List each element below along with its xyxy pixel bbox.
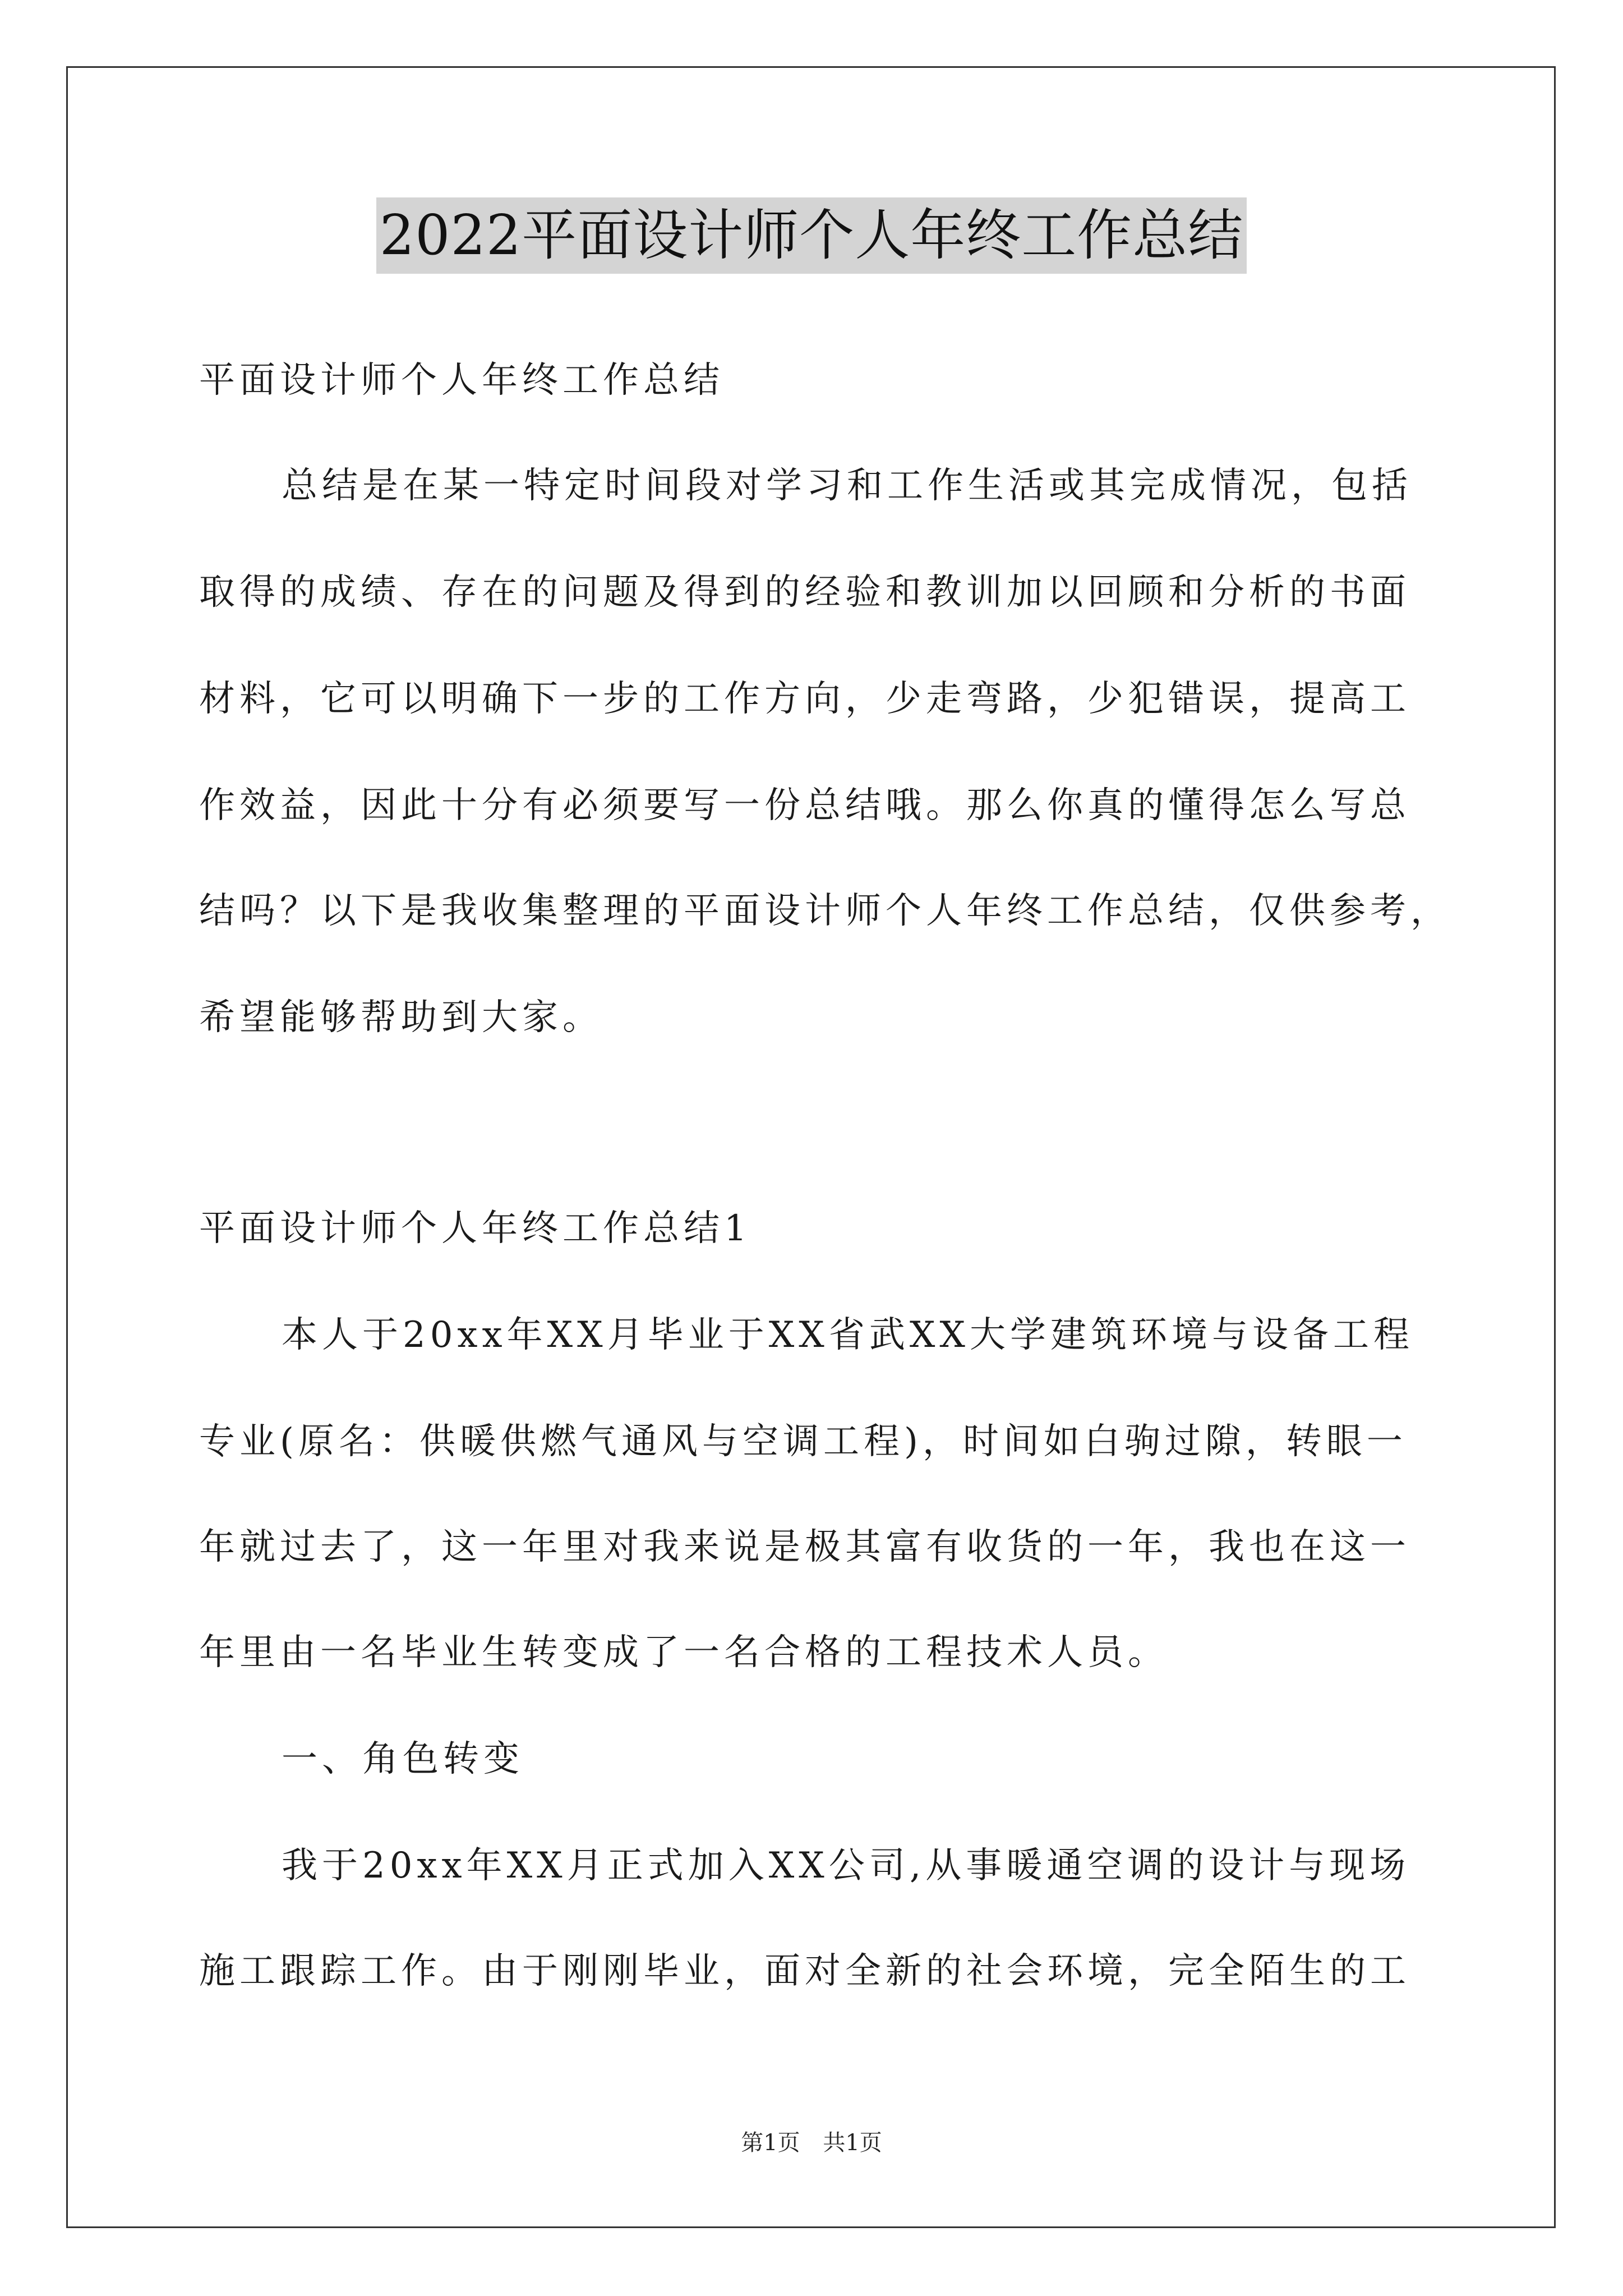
title-block [0, 197, 1623, 274]
page-total: 共1页 [823, 2130, 882, 2156]
body-line: 作效益，因此十分有必须要写一份总结哦。那么你真的懂得怎么写总 [199, 785, 1410, 826]
page-number: 第1页 [741, 2130, 800, 2156]
subtitle-line: 平面设计师个人年终工作总结 [199, 360, 724, 401]
body-line: 专业(原名：供暖供燃气通风与空调工程)，时间如白驹过隙，转眼一 [199, 1421, 1407, 1462]
body-line: 施工跟踪工作。由于刚刚毕业，面对全新的社会环境，完全陌生的工 [199, 1950, 1410, 1992]
page-footer [0, 2129, 1623, 2157]
body-line: 材料，它可以明确下一步的工作方向，少走弯路，少犯错误，提高工 [199, 678, 1410, 720]
document-title: 2022平面设计师个人年终工作总结 [376, 197, 1247, 274]
body-line: 本人于20xx年XX月毕业于XX省武XX大学建筑环境与设备工程 [282, 1314, 1414, 1356]
body-line: 希望能够帮助到大家。 [199, 997, 603, 1038]
body-line: 年就过去了，这一年里对我来说是极其富有收货的一年，我也在这一 [199, 1526, 1410, 1568]
body-line: 我于20xx年XX月正式加入XX公司,从事暖通空调的设计与现场 [282, 1845, 1410, 1887]
body-line: 取得的成绩、存在的问题及得到的经验和教训加以回顾和分析的书面 [199, 572, 1410, 613]
body-line: 年里由一名毕业生转变成了一名合格的工程技术人员。 [199, 1632, 1168, 1673]
section-heading: 平面设计师个人年终工作总结1 [199, 1208, 751, 1249]
body-line: 结吗？以下是我收集整理的平面设计师个人年终工作总结，仅供参考， [199, 890, 1451, 932]
body-line: 总结是在某一特定时间段对学习和工作生活或其完成情况，包括 [282, 465, 1412, 507]
subsection-heading: 一、角色转变 [282, 1738, 524, 1780]
